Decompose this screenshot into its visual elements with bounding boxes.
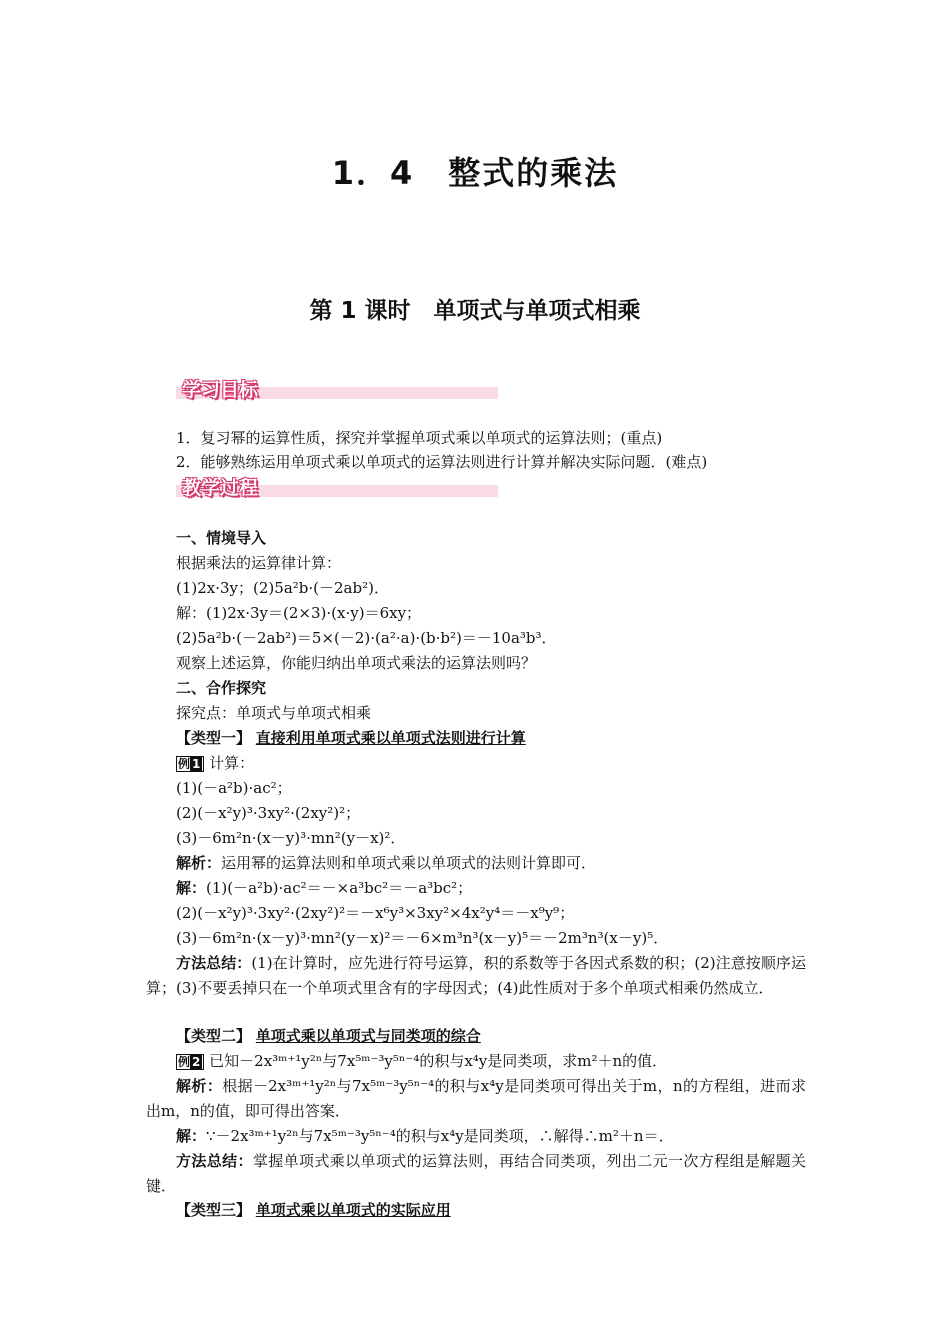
example-item: (2)(－x²y)³·3xy²·(2xy²)²； <box>176 804 361 822</box>
section1-heading: 一、情境导入 <box>176 529 267 547</box>
method-summary: 方法总结：(1)在计算时，应先进行符号运算，积的系数等于各因式系数的积；(2)注意按顺序运算；(3)不要丢掉只在一个单项式里含有的字母因式；(4)此性质对于多个单项式相乘仍然成立． <box>146 954 806 997</box>
type2-heading <box>176 1026 806 1046</box>
example-item: (3)－6m²n·(x－y)³·mn²(y－x)²． <box>176 829 406 847</box>
goal-item: 2．能够熟练运用单项式乘以单项式的运算法则进行计算并解决实际问题．(难点) <box>176 453 708 471</box>
type-title: 单项式乘以单项式与同类项的综合 <box>255 1027 481 1045</box>
analysis: 解析：根据－2x³ᵐ⁺¹y²ⁿ与7x⁵ᵐ⁻³y⁵ⁿ⁻⁴的积与x⁴y是同类项可得出关于m，n的方程组，进而求出m，n的值，即可得出答案． <box>146 1077 806 1120</box>
type-title: 直接利用单项式乘以单项式法则进行计算 <box>255 729 526 747</box>
example-1 <box>176 753 806 773</box>
type-title: 单项式乘以单项式的实际应用 <box>255 1201 451 1219</box>
explore-point: 探究点：单项式与单项式相乘 <box>176 704 372 722</box>
text-line: 解：(1)2x·3y＝(2×3)·(x·y)＝6xy； <box>176 604 422 622</box>
method-summary: 方法总结：掌握单项式乘以单项式的运算法则，再结合同类项，列出二元一次方程组是解题关键． <box>146 1152 806 1195</box>
solution-line: 解：∵－2x³ᵐ⁺¹y²ⁿ与7x⁵ᵐ⁻³y⁵ⁿ⁻⁴的积与x⁴y是同类项，∴解得∴m²＋n＝． <box>176 1127 674 1145</box>
type-tag: 【类型一】 <box>176 729 252 747</box>
example-badge: 例 2 <box>176 1054 204 1070</box>
example-item: (1)(－a²b)·ac²； <box>176 779 292 797</box>
goals-banner-label: 学习目标 <box>182 379 259 401</box>
type-tag: 【类型二】 <box>176 1027 252 1045</box>
solution-line: 解：(1)(－a²b)·ac²＝－×a³bc²＝－a³bc²； <box>176 879 473 897</box>
type-tag: 【类型三】 <box>176 1201 252 1219</box>
text-line: 根据乘法的运算律计算： <box>176 554 342 572</box>
page-title: 1．4 整式的乘法 <box>331 154 619 192</box>
example-badge: 例 1 <box>176 756 204 772</box>
process-banner <box>176 474 498 500</box>
analysis: 解析：运用幂的运算法则和单项式乘以单项式的法则计算即可． <box>176 854 597 872</box>
process-banner-label: 教学过程 <box>182 477 259 499</box>
solution-line: (2)(－x²y)³·3xy²·(2xy²)²＝－x⁶y³×3xy²×4x²y⁴＝－x⁹y⁹； <box>176 904 575 922</box>
text-line: 观察上述运算，你能归纳出单项式乘法的运算法则吗？ <box>176 654 537 672</box>
text-line: (1)2x·3y；(2)5a²b·(－2ab²)． <box>176 579 389 597</box>
type1-heading <box>176 728 806 748</box>
example-text: 计算： <box>209 754 255 772</box>
type3-heading <box>176 1200 806 1220</box>
example-text: 已知－2x³ᵐ⁺¹y²ⁿ与7x⁵ᵐ⁻³y⁵ⁿ⁻⁴的积与x⁴y是同类项，求m²＋n的值． <box>209 1052 668 1070</box>
goal-item: 1．复习幂的运算性质，探究并掌握单项式乘以单项式的运算法则；(重点) <box>176 429 663 447</box>
text-line: (2)5a²b·(－2ab²)＝5×(－2)·(a²·a)·(b·b²)＝－10a³b³． <box>176 629 557 647</box>
solution-line: (3)－6m²n·(x－y)³·mn²(y－x)²＝－6×m³n³(x－y)⁵＝－2m³n³(x－y)⁵． <box>176 929 669 947</box>
example-2 <box>176 1051 806 1071</box>
goals-banner <box>176 376 498 402</box>
section2-heading: 二、合作探究 <box>176 679 267 697</box>
lesson-subtitle: 第 1 课时 单项式与单项式相乘 <box>309 298 641 324</box>
